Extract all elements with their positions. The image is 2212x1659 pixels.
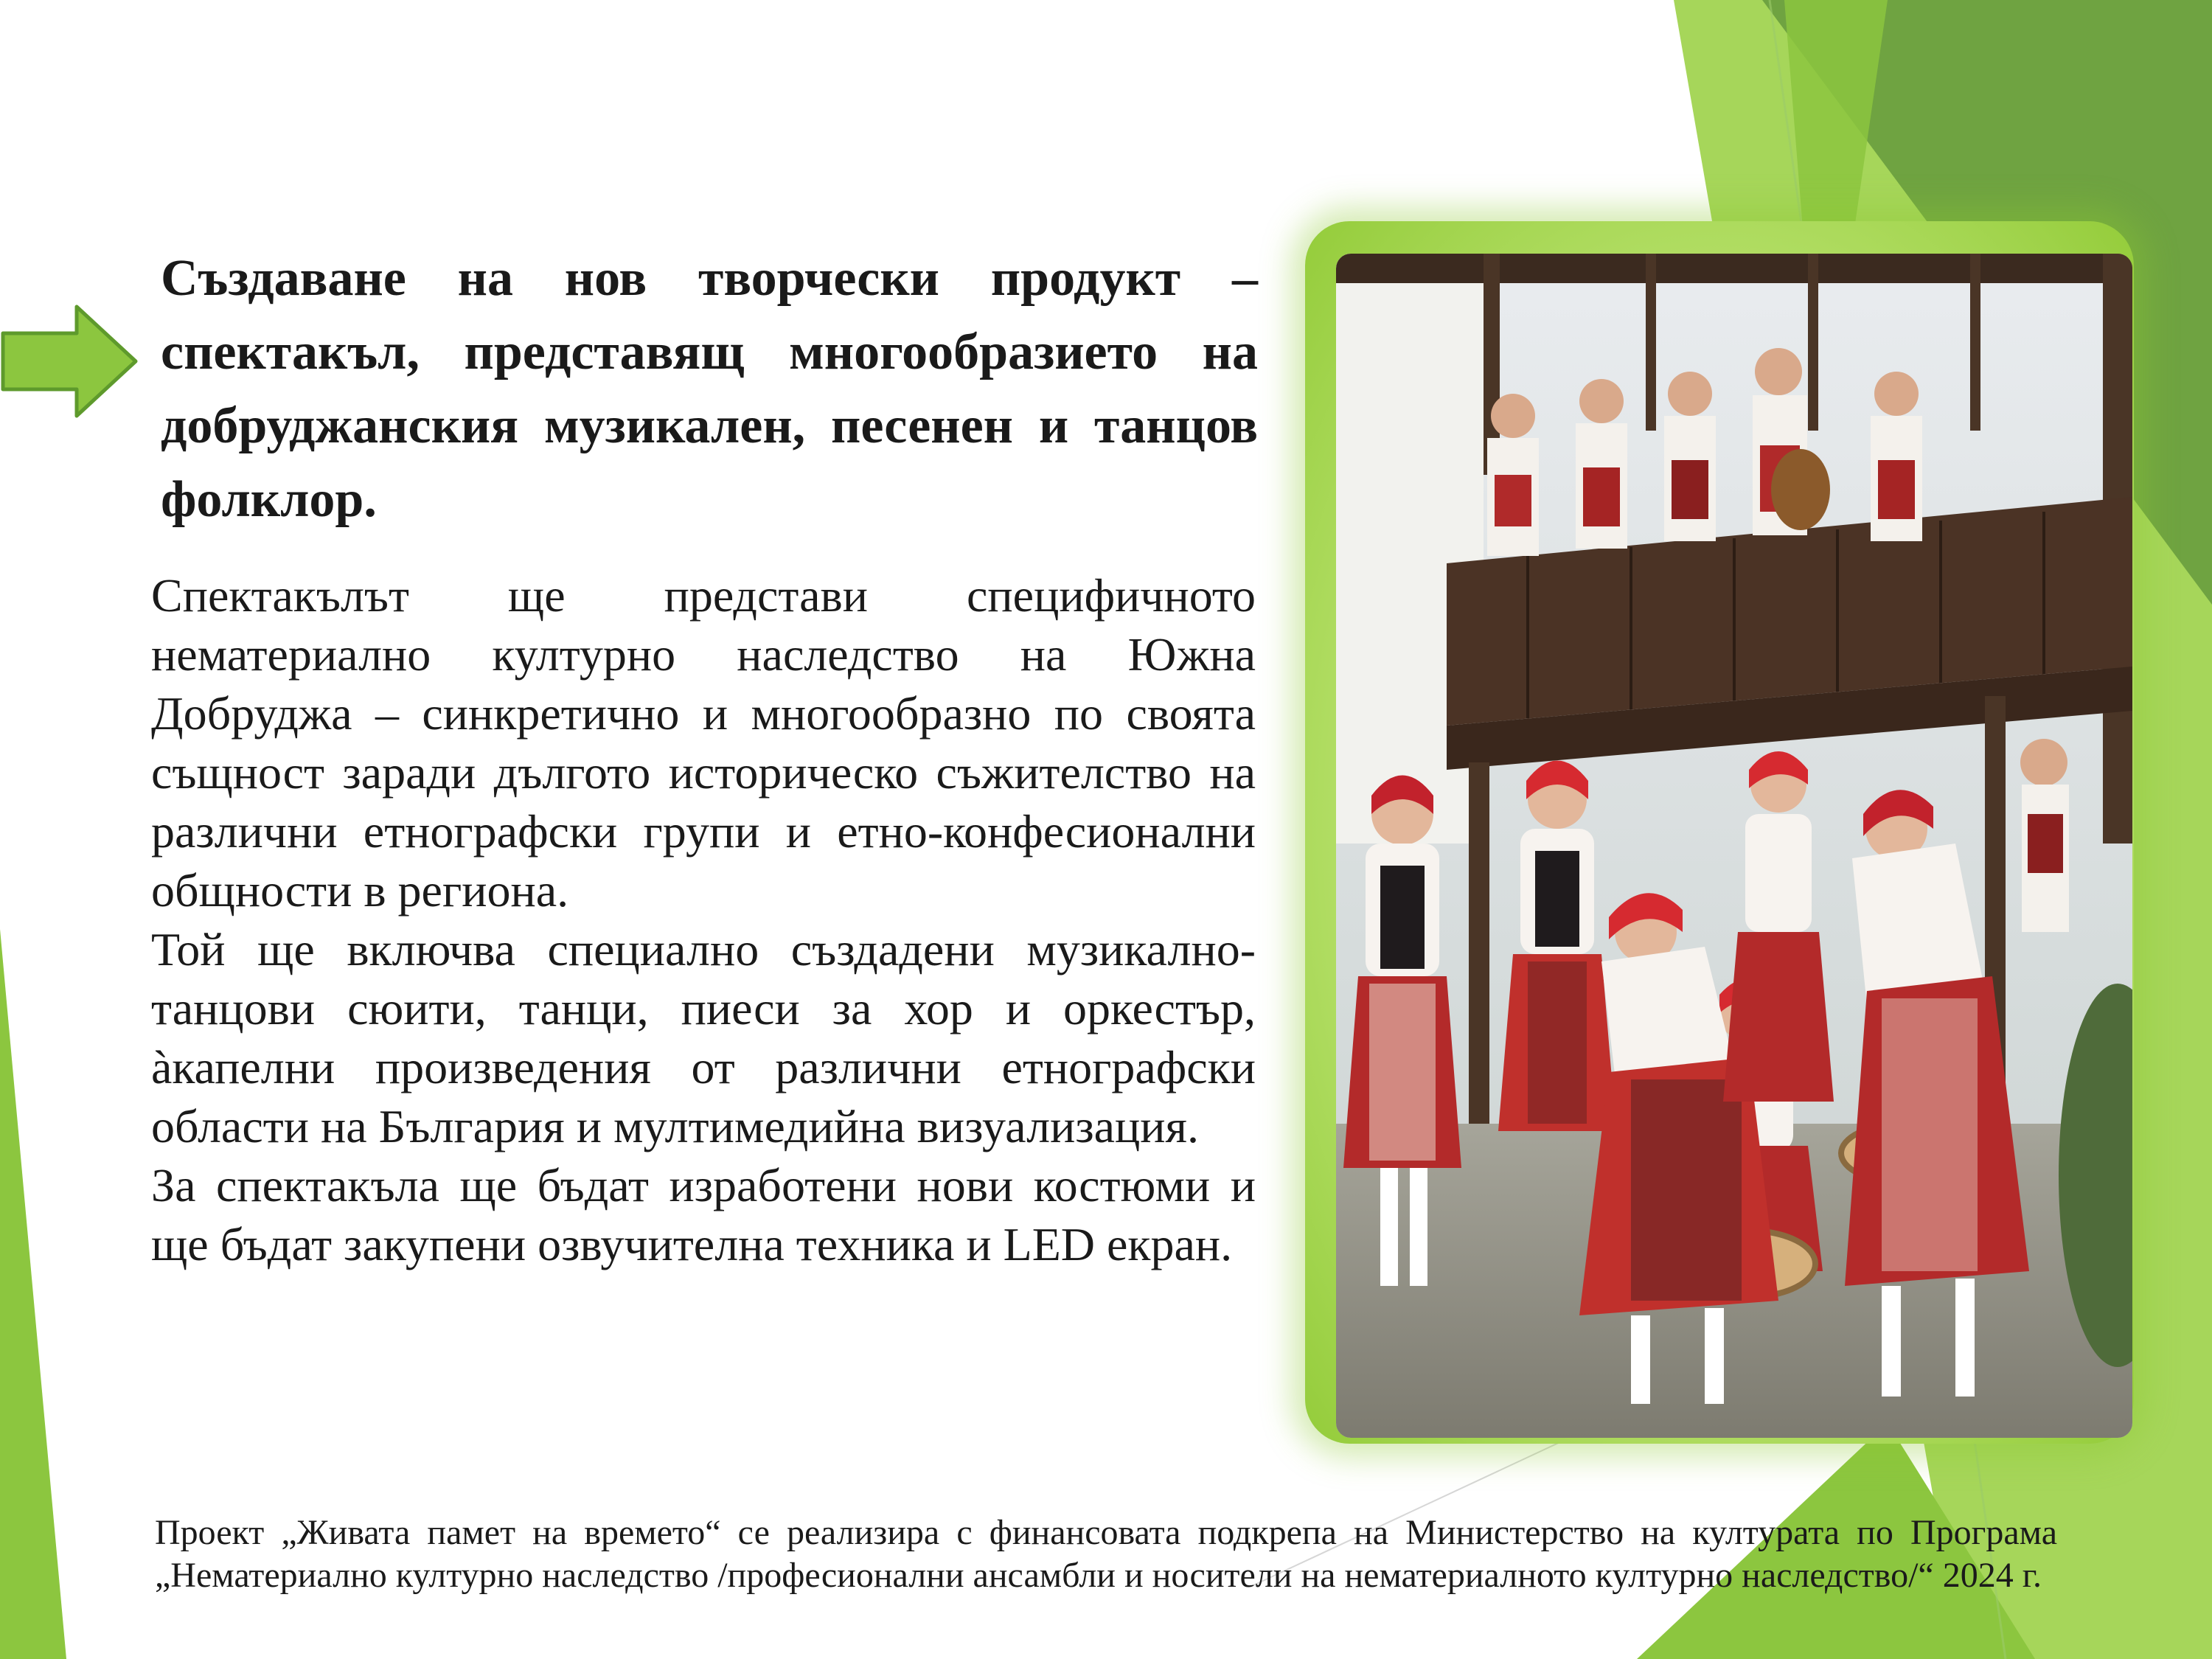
slide-heading: Създаване на нов творчески продукт – спектакъл, представящ многообразието на добруджанския музикален, песенен и танцов фолклор. xyxy=(161,250,1258,528)
folk-ensemble-illustration xyxy=(1336,254,2132,1438)
right-arrow-icon xyxy=(0,302,147,420)
body-paragraph: Спектакълът ще представи специфичното нематериално културно наследство на Южна Добруджа – синкретично и многообразно по своята същност заради дългото историческо съжителство на различни етнографски групи и етно-конфесионални общности в региона. xyxy=(151,569,1256,917)
bottom-left-green-shape xyxy=(0,929,66,1659)
folk-ensemble-photo xyxy=(1336,254,2132,1438)
body-paragraph: Той ще включва специално създадени музикално-танцови сюити, танци, пиеси за хор и оркестър, àкапелни произведения от различни етнографски области на България и мултимедийна визуализация. xyxy=(151,923,1256,1152)
footer-note: Проект „Живата памет на времето“ се реализира с финансовата подкрепа на Министерство на културата по Програма „Нематериално културно наследство /професионални ансамбли и носители на нематериалното културно наследство/“ 2024 г. xyxy=(155,1513,2057,1595)
slide-body xyxy=(151,566,1256,1274)
body-paragraph: За спектакъла ще бъдат изработени нови костюми и ще бъдат закупени озвучителна техника и LED екран. xyxy=(151,1159,1256,1270)
